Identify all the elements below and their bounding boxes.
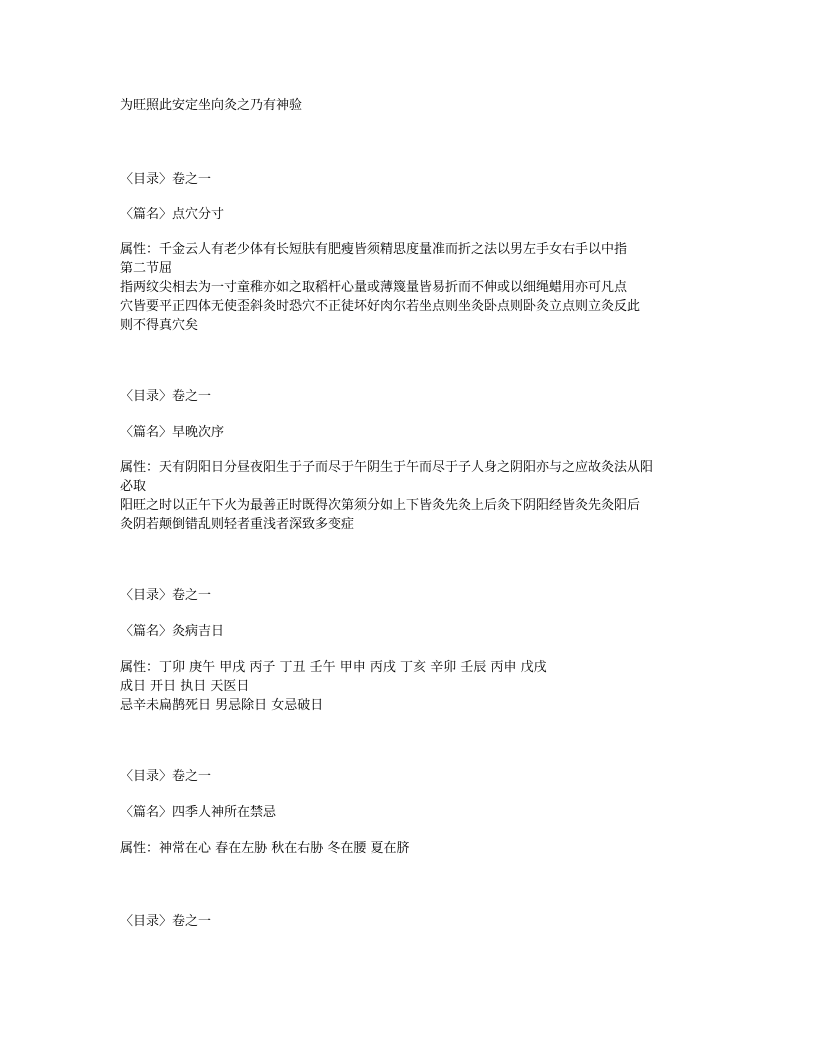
- attribute-text: [120, 658, 710, 715]
- catalog-label: 〈目录〉卷之一: [120, 769, 212, 784]
- attribute-line: 穴皆要平正四体无使歪斜灸时恐穴不正徒坏好肉尔若坐点则坐灸卧点则卧灸立点则立灸反此: [120, 299, 641, 314]
- section-title: 〈篇名〉灸病吉日: [120, 624, 225, 639]
- section-title: 〈篇名〉早晚次序: [120, 425, 225, 440]
- attribute-line: 则不得真穴矣: [120, 318, 199, 333]
- section-title: 〈篇名〉点穴分寸: [120, 207, 225, 222]
- attribute-line: 属性：丁卯 庚午 甲戌 丙子 丁丑 壬午 甲申 丙戌 丁亥 辛卯 壬辰 丙申 戊戌: [120, 660, 547, 675]
- attribute-text: [120, 240, 710, 335]
- catalog-label: 〈目录〉卷之一: [120, 588, 212, 603]
- catalog-label: 〈目录〉卷之一: [120, 389, 212, 404]
- attribute-line: 第二节屈: [120, 261, 173, 276]
- attribute-line: 灸阴若颠倒错乱则轻者重浅者深致多变症: [120, 517, 355, 532]
- intro-text: 为旺照此安定坐向灸之乃有神验: [120, 98, 303, 113]
- attribute-line: 忌辛未扁鹊死日 男忌除日 女忌破日: [120, 698, 324, 713]
- section-title: 〈篇名〉四季人神所在禁忌: [120, 805, 277, 820]
- attribute-line: 指两纹尖相去为一寸童稚亦如之取稻杆心量或薄篾量皆易折而不伸或以细绳蜡用亦可凡点: [120, 280, 628, 295]
- attribute-line: 属性：神常在心 春在左胁 秋在右胁 冬在腰 夏在脐: [120, 841, 410, 856]
- attribute-text: [120, 458, 710, 534]
- attribute-line: 属性：千金云人有老少体有长短肤有肥瘦皆须精思度量准而折之法以男左手女右手以中指: [120, 242, 628, 257]
- catalog-label: 〈目录〉卷之一: [120, 172, 212, 187]
- attribute-line: 成日 开日 执日 天医日: [120, 679, 250, 694]
- attribute-line: 属性：天有阴阳日分昼夜阳生于子而尽于午阴生于午而尽于子人身之阴阳亦与之应故灸法从阳: [120, 460, 654, 475]
- attribute-line: 必取: [120, 479, 147, 494]
- attribute-line: 阳旺之时以正午下火为最善正时既得次第须分如上下皆灸先灸上后灸下阴阳经皆灸先灸阳后: [120, 498, 641, 513]
- catalog-label: 〈目录〉卷之一: [120, 914, 212, 929]
- attribute-text: [120, 839, 710, 858]
